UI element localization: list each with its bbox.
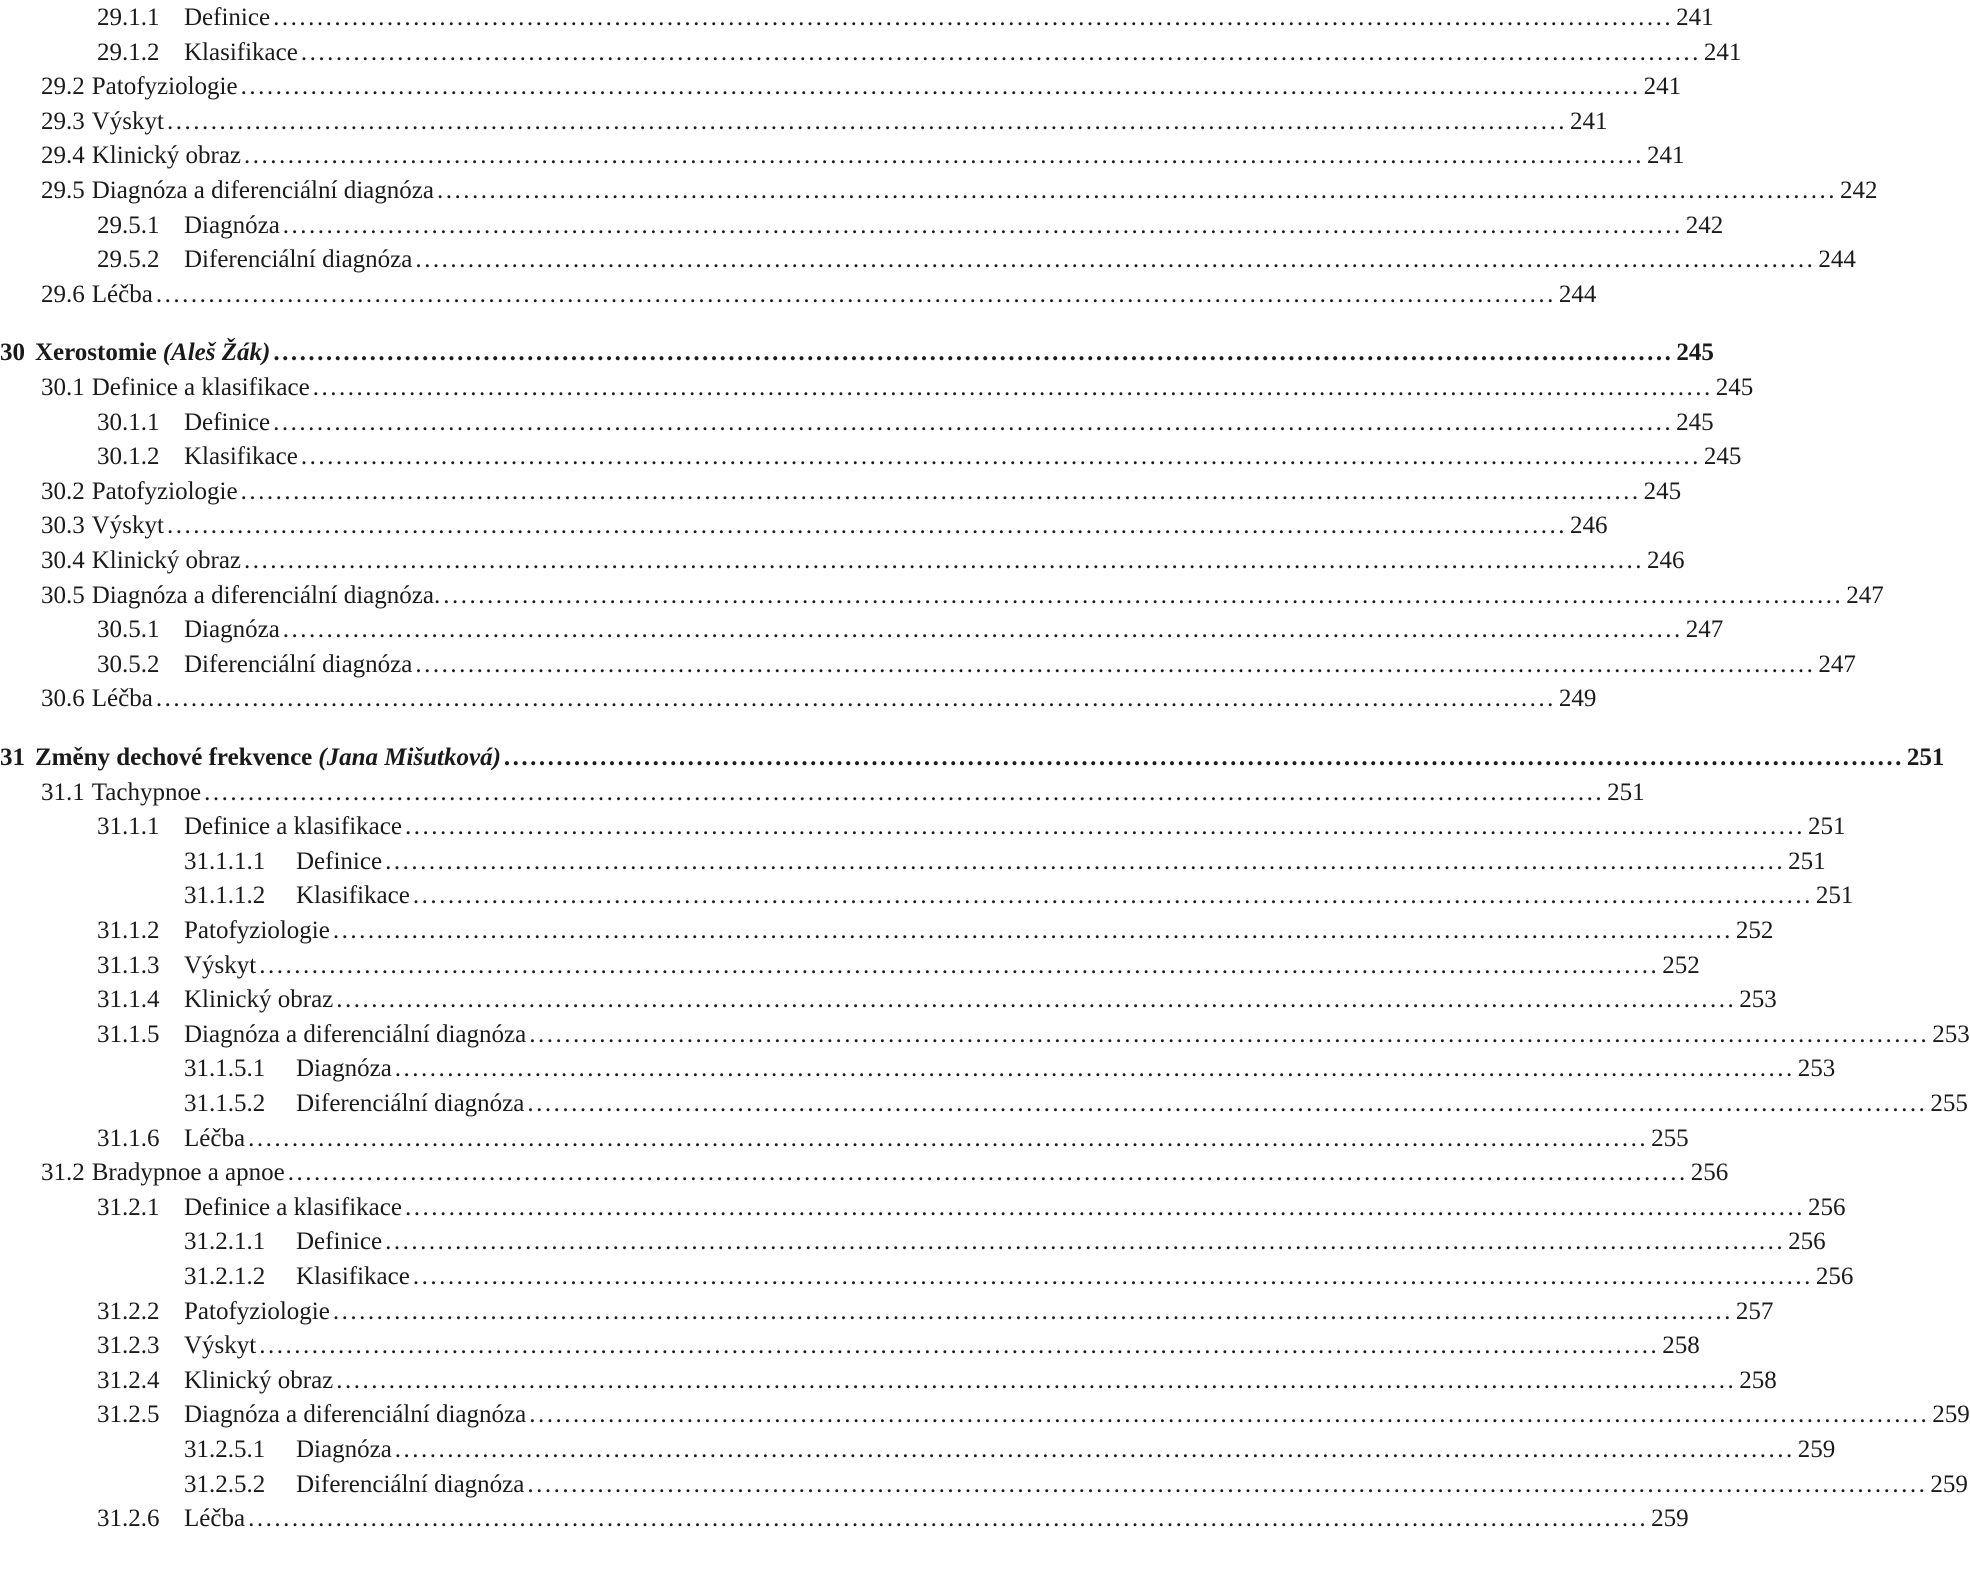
toc-entry-number: 31.2.5.2 bbox=[184, 1470, 266, 1498]
toc-dot-leader: ................................................................................................................................................................ bbox=[336, 986, 1737, 1014]
toc-dot-leader: ................................................................................................................................................................ bbox=[312, 374, 1713, 401]
toc-entry-title: Definice a klasifikace bbox=[184, 1193, 402, 1221]
toc-chapter-row bbox=[0, 736, 1945, 771]
toc-page-number: 259 bbox=[1932, 1401, 1970, 1429]
toc-entry-row bbox=[0, 470, 1682, 505]
toc-dot-leader: ................................................................................................................................................................ bbox=[166, 512, 1567, 540]
toc-entry-number: 31.2.2 bbox=[97, 1297, 160, 1325]
toc-entry-title: Klinický obraz bbox=[91, 547, 242, 574]
toc-entry-number: 31.1.6 bbox=[97, 1124, 160, 1152]
toc-entry-number: 29.1.1 bbox=[97, 4, 160, 31]
toc-page-number: 245 bbox=[1676, 339, 1714, 367]
toc-dot-leader: ................................................................................................................................................................ bbox=[300, 38, 1701, 66]
toc-page-number: 255 bbox=[1651, 1124, 1689, 1152]
toc-entry-title: Patofyziologie bbox=[184, 917, 330, 944]
toc-entry-row bbox=[0, 1359, 1777, 1394]
toc-page-number: 258 bbox=[1662, 1332, 1700, 1360]
toc-chapter-row bbox=[0, 331, 1714, 367]
toc-page-number: 241 bbox=[1703, 38, 1742, 66]
toc-page-number: 246 bbox=[1569, 512, 1608, 540]
toc-dot-leader: ................................................................................................................................................................ bbox=[259, 951, 1660, 979]
toc-entry-number: 30.1.1 bbox=[97, 408, 160, 436]
toc-page-number: 241 bbox=[1569, 107, 1608, 135]
toc-entry-title: Diferenciální diagnóza bbox=[184, 650, 413, 678]
toc-dot-leader: ................................................................................................................................................................ bbox=[166, 107, 1567, 135]
toc-entry-title: Diagnóza bbox=[296, 1055, 392, 1083]
toc-entry-title: Léčba bbox=[184, 1505, 246, 1533]
toc-entry-row bbox=[0, 100, 1608, 135]
toc-page-number: 244 bbox=[1558, 280, 1597, 308]
toc-page-number: 242 bbox=[1839, 177, 1878, 204]
toc-dot-leader: ................................................................................................................................................................ bbox=[244, 547, 1645, 574]
toc-entry-title: Léčba bbox=[184, 1124, 246, 1152]
toc-entry-title: Diagnóza a diferenciální diagnóza bbox=[184, 1020, 527, 1048]
toc-entry-title: Patofyziologie bbox=[91, 477, 238, 505]
toc-entry-number: 29.5.2 bbox=[97, 246, 160, 274]
toc-page-number: 245 bbox=[1715, 374, 1754, 401]
toc-entry-title: Diagnóza bbox=[296, 1436, 392, 1463]
toc-entry-row bbox=[0, 805, 1846, 841]
toc-entry-number: 31.2.1 bbox=[97, 1193, 160, 1221]
toc-page-number: 247 bbox=[1818, 650, 1856, 678]
toc-entry-row bbox=[0, 574, 1884, 609]
toc-entry-title: Definice a klasifikace bbox=[91, 374, 310, 401]
toc-page-number: 256 bbox=[1815, 1263, 1854, 1290]
toc-entry-title: Klinický obraz bbox=[91, 142, 242, 170]
toc-entry-row bbox=[0, 771, 1645, 806]
toc-dot-leader: ................................................................................................................................................................ bbox=[394, 1055, 1795, 1083]
toc-page-number: 241 bbox=[1647, 142, 1685, 170]
toc-dot-leader: ................................................................................................................................................................ bbox=[415, 246, 1816, 274]
toc-entry-number: 29.4 bbox=[41, 142, 85, 170]
toc-dot-leader: ................................................................................................................................................................ bbox=[503, 744, 1904, 771]
toc-entry-row bbox=[0, 435, 1742, 471]
toc-page-number: 259 bbox=[1930, 1470, 1968, 1498]
toc-entry-row bbox=[0, 944, 1700, 979]
toc-dot-leader: ................................................................................................................................................................ bbox=[529, 1020, 1930, 1048]
toc-entry-title: Tachypnoe bbox=[91, 778, 202, 806]
toc-entry-row bbox=[0, 1220, 1826, 1256]
toc-dot-leader: ................................................................................................................................................................ bbox=[415, 650, 1816, 678]
toc-dot-leader: ................................................................................................................................................................ bbox=[527, 1090, 1928, 1117]
toc-dot-leader: ................................................................................................................................................................ bbox=[412, 1263, 1813, 1290]
toc-dot-leader: ................................................................................................................................................................ bbox=[240, 477, 1641, 505]
toc-entry-row bbox=[0, 134, 1685, 170]
toc-page-number: 252 bbox=[1735, 917, 1774, 944]
toc-entry-row bbox=[0, 1151, 1729, 1187]
toc-page-number: 256 bbox=[1690, 1159, 1729, 1187]
toc-dot-leader: ................................................................................................................................................................ bbox=[332, 1297, 1733, 1325]
toc-entry-row bbox=[0, 504, 1608, 540]
toc-page-number: 258 bbox=[1739, 1366, 1777, 1394]
toc-dot-leader: ................................................................................................................................................................ bbox=[248, 1505, 1649, 1533]
toc-entry-number: 31.1.3 bbox=[97, 951, 160, 979]
toc-chapter-author: (Aleš Žák) bbox=[162, 339, 271, 367]
toc-dot-leader: ................................................................................................................................................................ bbox=[404, 1193, 1805, 1221]
toc-entry-row bbox=[0, 643, 1856, 678]
toc-entry-row bbox=[0, 169, 1878, 204]
toc-entry-row bbox=[0, 1082, 1968, 1117]
toc-entry-number: 31.1.1.1 bbox=[184, 847, 266, 875]
toc-entry-row bbox=[0, 677, 1597, 713]
toc-entry-title: Změny dechové frekvence bbox=[35, 744, 313, 771]
toc-entry-row bbox=[0, 1428, 1836, 1463]
toc-entry-number: 29.2 bbox=[41, 73, 85, 101]
toc-dot-leader: ................................................................................................................................................................ bbox=[527, 1470, 1928, 1498]
toc-dot-leader: ................................................................................................................................................................ bbox=[287, 1159, 1688, 1187]
toc-page-number: 257 bbox=[1735, 1297, 1774, 1325]
toc-entry-title: Výskyt bbox=[91, 107, 164, 135]
toc-entry-title: Klasifikace bbox=[296, 882, 410, 910]
toc-entry-number: 31.2 bbox=[41, 1159, 85, 1187]
toc-dot-leader: ................................................................................................................................................................ bbox=[273, 4, 1674, 31]
toc-entry-number: 31.1.2 bbox=[97, 917, 160, 944]
toc-page-number: 249 bbox=[1558, 685, 1597, 713]
toc-entry-row bbox=[0, 1324, 1700, 1360]
toc-entry-number: 29.5 bbox=[41, 177, 85, 204]
toc-entry-number: 31.2.1.2 bbox=[184, 1263, 266, 1290]
toc-page-number: 244 bbox=[1818, 246, 1856, 274]
toc-dot-leader: ................................................................................................................................................................ bbox=[273, 339, 1674, 367]
toc-entry-number: 30.5.2 bbox=[97, 650, 160, 678]
toc-page-number: 247 bbox=[1685, 616, 1724, 644]
toc-dot-leader: ................................................................................................................................................................ bbox=[282, 616, 1683, 644]
toc-entry-row bbox=[0, 909, 1774, 944]
toc-entry-title: Klasifikace bbox=[296, 1263, 410, 1290]
toc-entry-title: Diagnóza a diferenciální diagnóza bbox=[91, 177, 434, 204]
toc-entry-title: Definice bbox=[184, 4, 271, 31]
toc-page-number: 245 bbox=[1703, 443, 1742, 471]
toc-entry-number: 30 bbox=[0, 339, 25, 367]
toc-entry-row bbox=[0, 1186, 1846, 1221]
toc-entry-row bbox=[0, 840, 1826, 875]
toc-dot-leader: ................................................................................................................................................................ bbox=[300, 443, 1701, 471]
toc-entry-title: Diagnóza a diferenciální diagnóza. bbox=[91, 581, 441, 609]
toc-dot-leader: ................................................................................................................................................................ bbox=[282, 211, 1683, 239]
toc-entry-title: Klinický obraz bbox=[184, 986, 334, 1014]
toc-entry-title: Diagnóza a diferenciální diagnóza bbox=[184, 1401, 527, 1429]
toc-entry-row bbox=[0, 874, 1854, 910]
toc-entry-title: Patofyziologie bbox=[91, 73, 238, 101]
toc-entry-number: 31.2.6 bbox=[97, 1505, 160, 1533]
toc-page-number: 251 bbox=[1815, 882, 1854, 910]
toc-entry-row bbox=[0, 65, 1682, 101]
toc-entry-row bbox=[0, 238, 1856, 274]
toc-entry-row bbox=[0, 1047, 1836, 1083]
toc-page-number: 259 bbox=[1651, 1505, 1689, 1533]
toc-entry-number: 31.1 bbox=[41, 778, 85, 806]
toc-entry-number: 30.5.1 bbox=[97, 616, 160, 644]
toc-entry-number: 31.1.1 bbox=[97, 813, 160, 841]
toc-dot-leader: ................................................................................................................................................................ bbox=[385, 847, 1786, 875]
toc-page-number: 251 bbox=[1906, 744, 1945, 771]
toc-entry-number: 30.3 bbox=[41, 512, 85, 540]
toc-entry-row bbox=[0, 1393, 1970, 1429]
toc-dot-leader: ................................................................................................................................................................ bbox=[404, 813, 1805, 841]
toc-dot-leader: ................................................................................................................................................................ bbox=[259, 1332, 1660, 1360]
toc-entry-number: 31.1.5.1 bbox=[184, 1055, 266, 1083]
toc-entry-title: Definice bbox=[296, 1228, 383, 1256]
toc-entry-title: Klasifikace bbox=[184, 38, 298, 66]
toc-entry-title: Výskyt bbox=[91, 512, 164, 540]
toc-entry-number: 30.1 bbox=[41, 374, 85, 401]
toc-entry-row bbox=[0, 608, 1724, 644]
toc-entry-title: Diferenciální diagnóza bbox=[184, 246, 413, 274]
toc-entry-row bbox=[0, 401, 1714, 436]
toc-entry-row bbox=[0, 0, 1714, 31]
toc-page-number: 245 bbox=[1643, 477, 1682, 505]
toc-dot-leader: ................................................................................................................................................................ bbox=[204, 778, 1605, 806]
toc-page-number: 241 bbox=[1643, 73, 1682, 101]
toc-page-number: 242 bbox=[1685, 211, 1724, 239]
toc-entry-title: Výskyt bbox=[184, 1332, 257, 1360]
toc-dot-leader: ................................................................................................................................................................ bbox=[155, 685, 1556, 713]
toc-entry-title: Výskyt bbox=[184, 951, 257, 979]
toc-entry-row bbox=[0, 978, 1777, 1014]
toc-entry-title: Patofyziologie bbox=[184, 1297, 330, 1325]
toc-entry-number: 30.5 bbox=[41, 581, 85, 609]
toc-entry-number: 31 bbox=[0, 744, 25, 771]
toc-dot-leader: ................................................................................................................................................................ bbox=[336, 1366, 1737, 1394]
toc-entry-title: Klasifikace bbox=[184, 443, 298, 471]
toc-page-number: 252 bbox=[1662, 951, 1700, 979]
toc-page-number: 241 bbox=[1676, 4, 1714, 31]
toc-entry-title: Diagnóza bbox=[184, 211, 280, 239]
toc-entry-number: 31.1.5.2 bbox=[184, 1090, 266, 1117]
toc-entry-number: 31.1.5 bbox=[97, 1020, 160, 1048]
toc-dot-leader: ................................................................................................................................................................ bbox=[332, 917, 1733, 944]
toc-dot-leader: ................................................................................................................................................................ bbox=[385, 1228, 1786, 1256]
toc-dot-leader: ................................................................................................................................................................ bbox=[436, 177, 1837, 204]
toc-dot-leader: ................................................................................................................................................................ bbox=[244, 142, 1645, 170]
toc-entry-number: 30.2 bbox=[41, 477, 85, 505]
toc-page-number: 255 bbox=[1930, 1090, 1968, 1117]
toc-entry-number: 30.1.2 bbox=[97, 443, 160, 471]
toc-chapter-author: (Jana Mišutková) bbox=[318, 744, 501, 771]
toc-entry-row bbox=[0, 1463, 1968, 1498]
toc-page-number: 253 bbox=[1739, 986, 1777, 1014]
toc-entry-row bbox=[0, 31, 1742, 66]
toc-entry-title: Definice a klasifikace bbox=[184, 813, 402, 841]
toc-page-number: 251 bbox=[1788, 847, 1826, 875]
toc-entry-row bbox=[0, 1497, 1689, 1533]
toc-dot-leader: ................................................................................................................................................................ bbox=[529, 1401, 1930, 1429]
toc-entry-title: Diferenciální diagnóza bbox=[296, 1470, 525, 1498]
toc-entry-number: 29.1.2 bbox=[97, 38, 160, 66]
toc-dot-leader: ................................................................................................................................................................ bbox=[240, 73, 1641, 101]
toc-dot-leader: ................................................................................................................................................................ bbox=[412, 882, 1813, 910]
toc-page-number: 251 bbox=[1807, 813, 1846, 841]
toc-entry-number: 31.1.4 bbox=[97, 986, 160, 1014]
toc-page-number: 253 bbox=[1797, 1055, 1836, 1083]
toc-dot-leader: ................................................................................................................................................................ bbox=[155, 280, 1556, 308]
toc-page-number: 245 bbox=[1676, 408, 1714, 436]
toc-entry-title: Diagnóza bbox=[184, 616, 280, 644]
toc-entry-number: 30.6 bbox=[41, 685, 85, 713]
toc-entry-number: 31.2.1.1 bbox=[184, 1228, 266, 1256]
toc-entry-row bbox=[0, 1255, 1854, 1290]
toc-entry-row bbox=[0, 1290, 1774, 1325]
toc-page-number: 246 bbox=[1647, 547, 1685, 574]
toc-entry-title: Léčba bbox=[91, 280, 153, 308]
toc-page-number: 251 bbox=[1607, 778, 1645, 806]
toc-entry-row bbox=[0, 366, 1754, 401]
toc-entry-row bbox=[0, 1117, 1689, 1152]
toc-page-number: 253 bbox=[1932, 1020, 1970, 1048]
toc-entry-title: Bradypnoe a apnoe bbox=[91, 1159, 285, 1187]
toc-entry-number: 29.5.1 bbox=[97, 211, 160, 239]
toc-dot-leader: ................................................................................................................................................................ bbox=[443, 581, 1844, 609]
toc-entry-number: 31.2.4 bbox=[97, 1366, 160, 1394]
toc-entry-number: 31.1.1.2 bbox=[184, 882, 266, 910]
toc-entry-title: Definice bbox=[296, 847, 383, 875]
toc-entry-row bbox=[0, 539, 1685, 574]
toc-entry-title: Diferenciální diagnóza bbox=[296, 1090, 525, 1117]
toc-page-number: 259 bbox=[1797, 1436, 1836, 1463]
toc-entry-row bbox=[0, 273, 1597, 308]
toc-entry-number: 29.6 bbox=[41, 280, 85, 308]
toc-entry-number: 31.2.5.1 bbox=[184, 1436, 266, 1463]
toc-entry-number: 31.2.3 bbox=[97, 1332, 160, 1360]
toc-dot-leader: ................................................................................................................................................................ bbox=[394, 1436, 1795, 1463]
toc-page-number: 256 bbox=[1807, 1193, 1846, 1221]
toc-dot-leader: ................................................................................................................................................................ bbox=[273, 408, 1674, 436]
toc-page-number: 256 bbox=[1788, 1228, 1826, 1256]
toc-entry-number: 29.3 bbox=[41, 107, 85, 135]
toc-entry-row bbox=[0, 204, 1724, 239]
toc-entry-number: 31.2.5 bbox=[97, 1401, 160, 1429]
toc-entry-title: Klinický obraz bbox=[184, 1366, 334, 1394]
toc-entry-title: Xerostomie bbox=[35, 339, 157, 367]
toc-entry-row bbox=[0, 1013, 1970, 1048]
toc-entry-title: Léčba bbox=[91, 685, 153, 713]
toc-page-number: 247 bbox=[1846, 581, 1884, 609]
toc-entry-number: 30.4 bbox=[41, 547, 85, 574]
toc-entry-title: Definice bbox=[184, 408, 271, 436]
toc-dot-leader: ................................................................................................................................................................ bbox=[248, 1124, 1649, 1152]
